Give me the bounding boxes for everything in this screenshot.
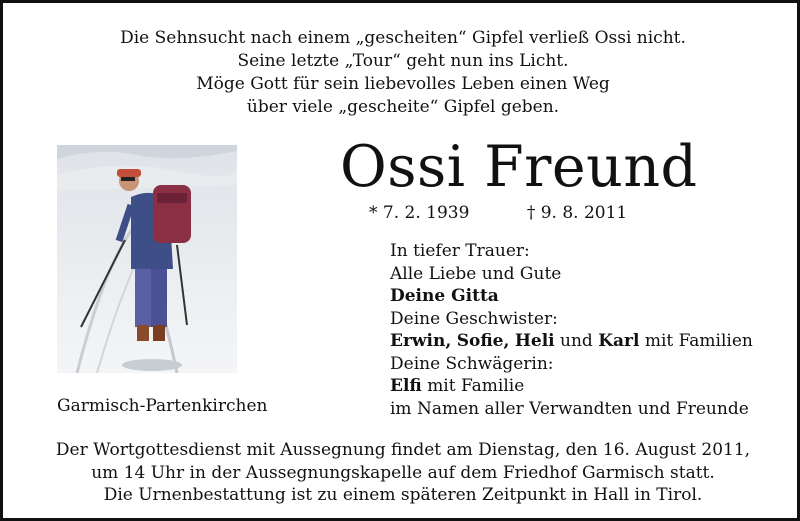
hiker-in-snow-photo xyxy=(57,145,237,373)
service-info xyxy=(3,439,800,507)
memorial-poem xyxy=(3,27,800,119)
mourners-list xyxy=(390,240,753,420)
location: Garmisch-Partenkirchen xyxy=(57,396,268,416)
birth-date: * 7. 2. 1939 xyxy=(369,203,470,223)
poem-line: Seine letzte „Tour“ geht nun ins Licht. xyxy=(237,51,569,71)
mourners-line: Alle Liebe und Gute xyxy=(390,263,562,284)
mourner-name: Sofie, xyxy=(456,331,510,351)
mourner-name: Erwin, xyxy=(390,331,452,351)
poem-line: über viele „gescheite“ Gipfel geben. xyxy=(246,97,560,117)
conjunction: und xyxy=(560,331,593,351)
mourner-name: Heli xyxy=(514,331,555,351)
service-line: Die Urnenbestattung ist zu einem späteren Zeitpunkt in Hall in Tirol. xyxy=(103,485,703,505)
poem-line: Die Sehnsucht nach einem „gescheiten“ Gipfel verließ Ossi nicht. xyxy=(120,28,686,48)
mourners-intro: In tiefer Trauer: xyxy=(390,241,530,261)
mourner-name: Deine Gitta xyxy=(390,286,499,306)
mourner-name: Elfi xyxy=(390,376,422,396)
service-line: um 14 Uhr in der Aussegnungskapelle auf dem Friedhof Garmisch statt. xyxy=(91,462,715,483)
siblings-label: Deine Geschwister: xyxy=(390,308,558,329)
service-line: Der Wortgottesdienst mit Aussegnung findet am Dienstag, den 16. August 2011, xyxy=(55,440,751,460)
life-dates xyxy=(369,203,627,223)
poem-line: Möge Gott für sein liebevolles Leben einen Weg xyxy=(196,74,610,94)
deceased-name: Ossi Freund xyxy=(340,134,698,200)
sisterinlaw-line xyxy=(390,375,753,398)
siblings-line xyxy=(390,330,753,353)
mourners-suffix: mit Familie xyxy=(427,376,525,396)
sisterinlaw-label: Deine Schwägerin: xyxy=(390,353,554,374)
relatives-line: im Namen aller Verwandten und Freunde xyxy=(390,398,749,419)
death-date: † 9. 8. 2011 xyxy=(526,203,628,223)
mourner-name: Karl xyxy=(598,331,640,351)
mourners-suffix: mit Familien xyxy=(644,331,753,351)
